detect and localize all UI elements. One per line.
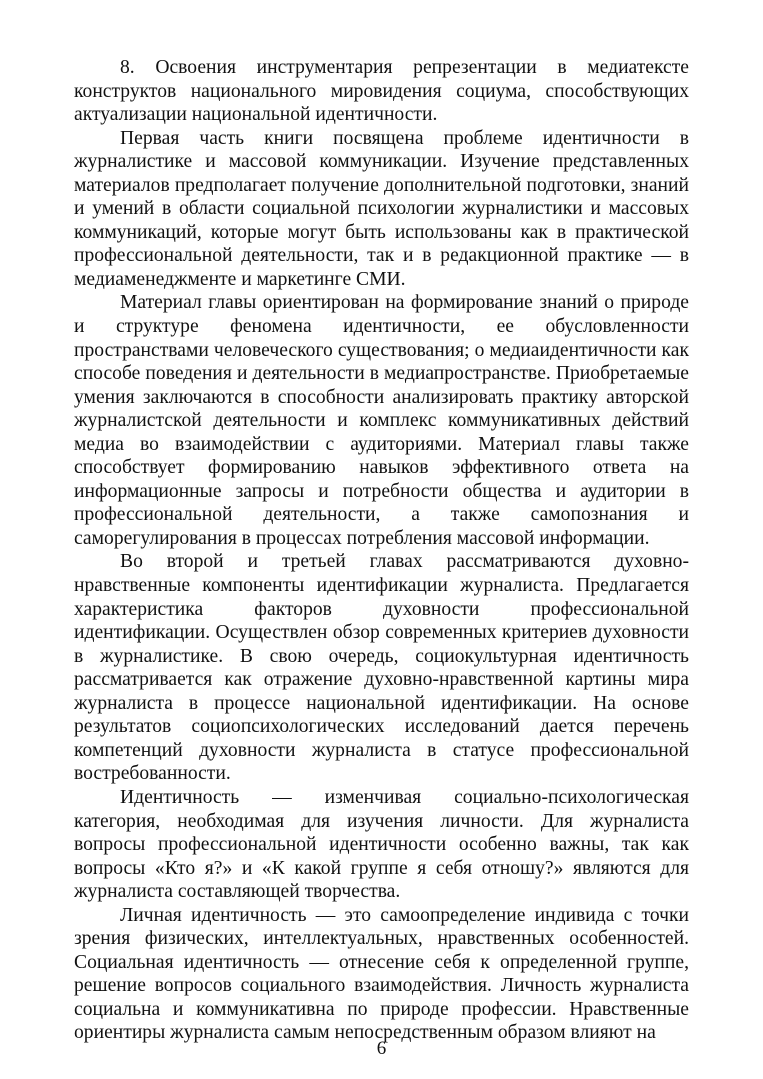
page-number: 6 [376,1038,387,1059]
paragraph-3: Материал главы ориентирован на формирование знаний о природе и структуре феномена идентичности, ее обусловленности пространствами человеческого существования; о медиаидентичности как способе поведения и деятельности в медиапространстве. Приобретаемые умения заключаются в способности анализировать практику авторской журналистской деятельности и комплекс коммуникативных действий медиа во взаимодействии с аудиториями. Материал главы также способствует формированию навыков эффективного ответа на информационные запросы и потребности общества и аудитории в профессиональной деятельности, а также самопознания и саморегулирования в процессах потребления массовой информации. [74,292,689,549]
paragraph-5: Идентичность — изменчивая социально-психологическая категория, необходимая для изучения личности. Для журналиста вопросы профессиональной идентичности особенно важны, так как вопросы «Кто я?» и «К какой группе я себя отношу?» являются для журналиста составляющей творчества. [74,786,689,903]
paragraph-6: Личная идентичность — это самоопределение индивида с точки зрения физических, интеллектуальных, нравственных особенностей. Социальная идентичность — отнесение себя к определенной группе, решение вопросов социального взаимодействия. Личность журналиста социальна и коммуникативна по природе профессии. Нравственные ориентиры журналиста самым непосредственным образом влияют на [74,904,689,1044]
paragraph-2: Первая часть книги посвящена проблеме идентичности в журналистике и массовой коммуникации. Изучение представленных материалов предполагает получение дополнительной подготовки, знаний и умений в области социальной психологии журналистики и массовых коммуникаций, которые могут быть использованы как в практической профессиональной деятельности, так и в редакционной практике — в медиаменеджменте и маркетинге СМИ. [74,127,689,290]
paragraph-1: 8. Освоения инструментария репрезентации в медиатексте конструктов национального мировидения социума, способствующих актуализации национальной идентичности. [74,57,689,126]
body-text [74,56,689,1045]
paragraph-4: Во второй и третьей главах рассматриваются духовно-нравственные компоненты идентификации журналиста. Предлагается характеристика факторов духовности профессиональной идентификации. Осуществлен обзор современных критериев духовности в журналистике. В свою очередь, социокультурная идентичность рассматривается как отражение духовно-нравственной картины мира журналиста в процессе национальной идентификации. На основе результатов социопсихологических исследований дается перечень компетенций духовности журналиста в статусе профессиональной востребованности. [74,551,689,785]
